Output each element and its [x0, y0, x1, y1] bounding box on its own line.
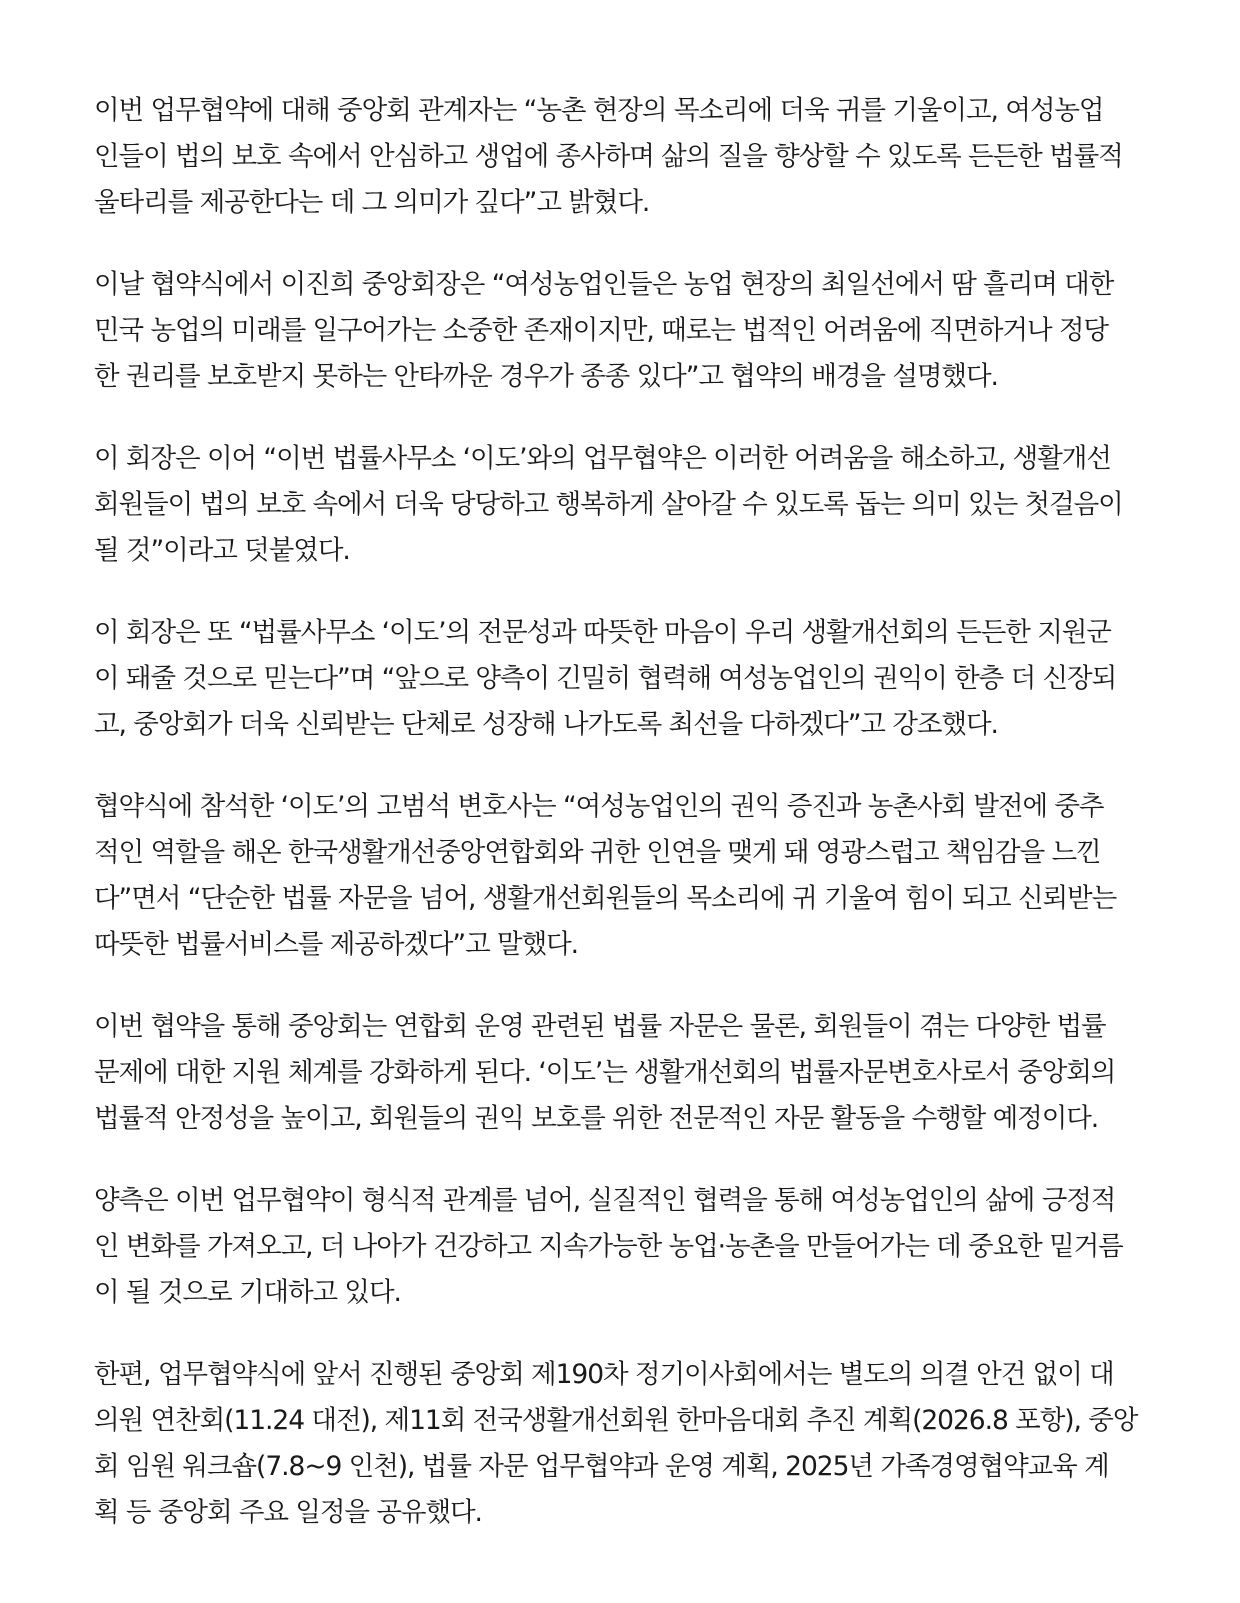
paragraph-1 — [94, 88, 1124, 226]
text-line: 한 권리를 보호받지 못하는 안타까운 경우가 종종 있다”고 협약의 배경을 설명했다. — [94, 361, 998, 392]
paragraph-6 — [94, 1004, 1124, 1142]
text-line: 양측은 이번 업무협약이 형식적 관계를 넘어, 실질적인 협력을 통해 여성농업인의 삶에 긍정적 — [94, 1185, 1116, 1216]
paragraph-2 — [94, 262, 1124, 400]
text-line: 고, 중앙회가 더욱 신뢰받는 단체로 성장해 나가도록 최선을 다하겠다”고 강조했다. — [94, 709, 998, 740]
text-line: 법률적 안정성을 높이고, 회원들의 권익 보호를 위한 전문적인 자문 활동을 수행할 예정이다. — [94, 1103, 1099, 1134]
text-line: 회 임원 워크숍(7.8~9 인천), 법률 자문 업무협약과 운영 계획, 2025년 가족경영협약교육 계 — [94, 1451, 1109, 1482]
text-line: 획 등 중앙회 주요 일정을 공유했다. — [94, 1497, 482, 1528]
text-line: 인들이 법의 보호 속에서 안심하고 생업에 종사하며 삶의 질을 향상할 수 있도록 든든한 법률적 — [94, 141, 1123, 172]
text-line: 한편, 업무협약식에 앞서 진행된 중앙회 제190차 정기이사회에서는 별도의 의결 안건 없이 대 — [94, 1359, 1114, 1390]
paragraph-4 — [94, 610, 1124, 748]
paragraph-8 — [94, 1352, 1138, 1536]
paragraph-5 — [94, 784, 1124, 968]
text-line: 따뜻한 법률서비스를 제공하겠다”고 말했다. — [94, 929, 579, 960]
paragraph-3 — [94, 436, 1124, 574]
text-line: 협약식에 참석한 ‘이도’의 고범석 변호사는 “여성농업인의 권익 증진과 농촌사회 발전에 중추 — [94, 791, 1104, 822]
text-line: 회원들이 법의 보호 속에서 더욱 당당하고 행복하게 살아갈 수 있도록 돕는 의미 있는 첫걸음이 — [94, 489, 1123, 520]
text-line: 이 될 것으로 기대하고 있다. — [94, 1277, 401, 1308]
text-line: 될 것”이라고 덧붙였다. — [94, 535, 350, 566]
text-line: 이 돼줄 것으로 믿는다”며 “앞으로 양측이 긴밀히 협력해 여성농업인의 권익이 한층 더 신장되 — [94, 663, 1117, 694]
text-line: 이번 협약을 통해 중앙회는 연합회 운영 관련된 법률 자문은 물론, 회원들이 겪는 다양한 법률 — [94, 1011, 1106, 1042]
text-line: 이날 협약식에서 이진희 중앙회장은 “여성농업인들은 농업 현장의 최일선에서 땀 흘리며 대한 — [94, 269, 1114, 300]
article-body — [94, 88, 1138, 1572]
text-line: 다”면서 “단순한 법률 자문을 넘어, 생활개선회원들의 목소리에 귀 기울여 힘이 되고 신뢰받는 — [94, 883, 1117, 914]
text-line: 인 변화를 가져오고, 더 나아가 건강하고 지속가능한 농업·농촌을 만들어가는 데 중요한 밑거름 — [94, 1231, 1123, 1262]
text-line: 이 회장은 또 “법률사무소 ‘이도’의 전문성과 따뜻한 마음이 우리 생활개선회의 든든한 지원군 — [94, 617, 1111, 648]
paragraph-7 — [94, 1178, 1124, 1316]
text-line: 이번 업무협약에 대해 중앙회 관계자는 “농촌 현장의 목소리에 더욱 귀를 기울이고, 여성농업 — [94, 95, 1104, 126]
text-line: 이 회장은 이어 “이번 법률사무소 ‘이도’와의 업무협약은 이러한 어려움을 해소하고, 생활개선 — [94, 443, 1111, 474]
text-line: 의원 연찬회(11.24 대전), 제11회 전국생활개선회원 한마음대회 추진 계획(2026.8 포항), 중앙 — [94, 1405, 1138, 1436]
text-line: 문제에 대한 지원 체계를 강화하게 된다. ‘이도’는 생활개선회의 법률자문변호사로서 중앙회의 — [94, 1057, 1116, 1088]
text-line: 울타리를 제공한다는 데 그 의미가 깊다”고 밝혔다. — [94, 187, 650, 218]
text-line: 민국 농업의 미래를 일구어가는 소중한 존재이지만, 때로는 법적인 어려움에 직면하거나 정당 — [94, 315, 1108, 346]
text-line: 적인 역할을 해온 한국생활개선중앙연합회와 귀한 인연을 맺게 돼 영광스럽고 책임감을 느낀 — [94, 837, 1101, 868]
